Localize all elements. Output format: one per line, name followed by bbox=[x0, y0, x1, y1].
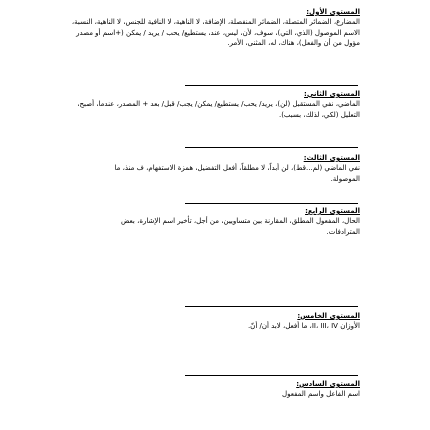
level-3-divider bbox=[185, 203, 358, 204]
level-6-body: اسم الفاعل واسم المفعول bbox=[282, 390, 360, 398]
level-5-divider bbox=[185, 375, 358, 376]
level-1-section bbox=[60, 8, 360, 49]
level-5-body: الأوزان II، III، IV، ما أفعل، لابد أن/ أنّ. bbox=[247, 322, 360, 330]
level-2-body: الماضي، نفي المستقبل (لن)، يريد/ يحب/ يستطيع/ يمكن/ يجب/ قبل/ بعد + المصدر، عندما، أصبح، التعليل (لكي، لذلك، بسبب). bbox=[77, 100, 360, 119]
level-3-title: المستوى الثالث: bbox=[303, 154, 360, 162]
level-5-title: المستوى الخامس: bbox=[297, 312, 360, 320]
level-4-body: الحال، المفعول المطلق، المقارنة بين متساويين، من أجل، تأخير اسم الإشارة، بعض المترادفات. bbox=[120, 217, 360, 236]
level-1-body: المضارع، الضمائر المتصلة، الضمائر المنفصلة، الإضافة، لا الناهية، لا النافية للجنس، لا الناهية، النسبة، الاسم الموصول (الذي، التي)، سوف، لأن، ليس، عند، يستطيع/ يحب / يريد / يمكن (+اسم أو مصدر مؤول من أن والفعل)، هناك، له، المثنى، الأمر. bbox=[71, 18, 360, 47]
level-1-title: المستوى الأول: bbox=[306, 8, 360, 16]
level-4-title: المستوى الرابع: bbox=[305, 207, 360, 215]
level-4-section bbox=[90, 207, 360, 237]
level-2-divider bbox=[185, 147, 358, 148]
level-1-divider bbox=[185, 85, 358, 86]
level-3-body: نفي الماضي (لم...قط)، لن أبداً، لا مطلقاً، أفعل التفضيل، همزة الاستفهام، ف منذ، ما الموصولة. bbox=[114, 164, 360, 183]
level-6-title: المستوى السادس: bbox=[296, 380, 360, 388]
level-6-section bbox=[200, 380, 360, 400]
level-2-section bbox=[58, 90, 360, 120]
level-4-divider bbox=[185, 306, 358, 307]
level-2-title: المستوى الثاني: bbox=[304, 90, 360, 98]
level-5-section bbox=[150, 312, 360, 332]
level-3-section bbox=[90, 154, 360, 184]
